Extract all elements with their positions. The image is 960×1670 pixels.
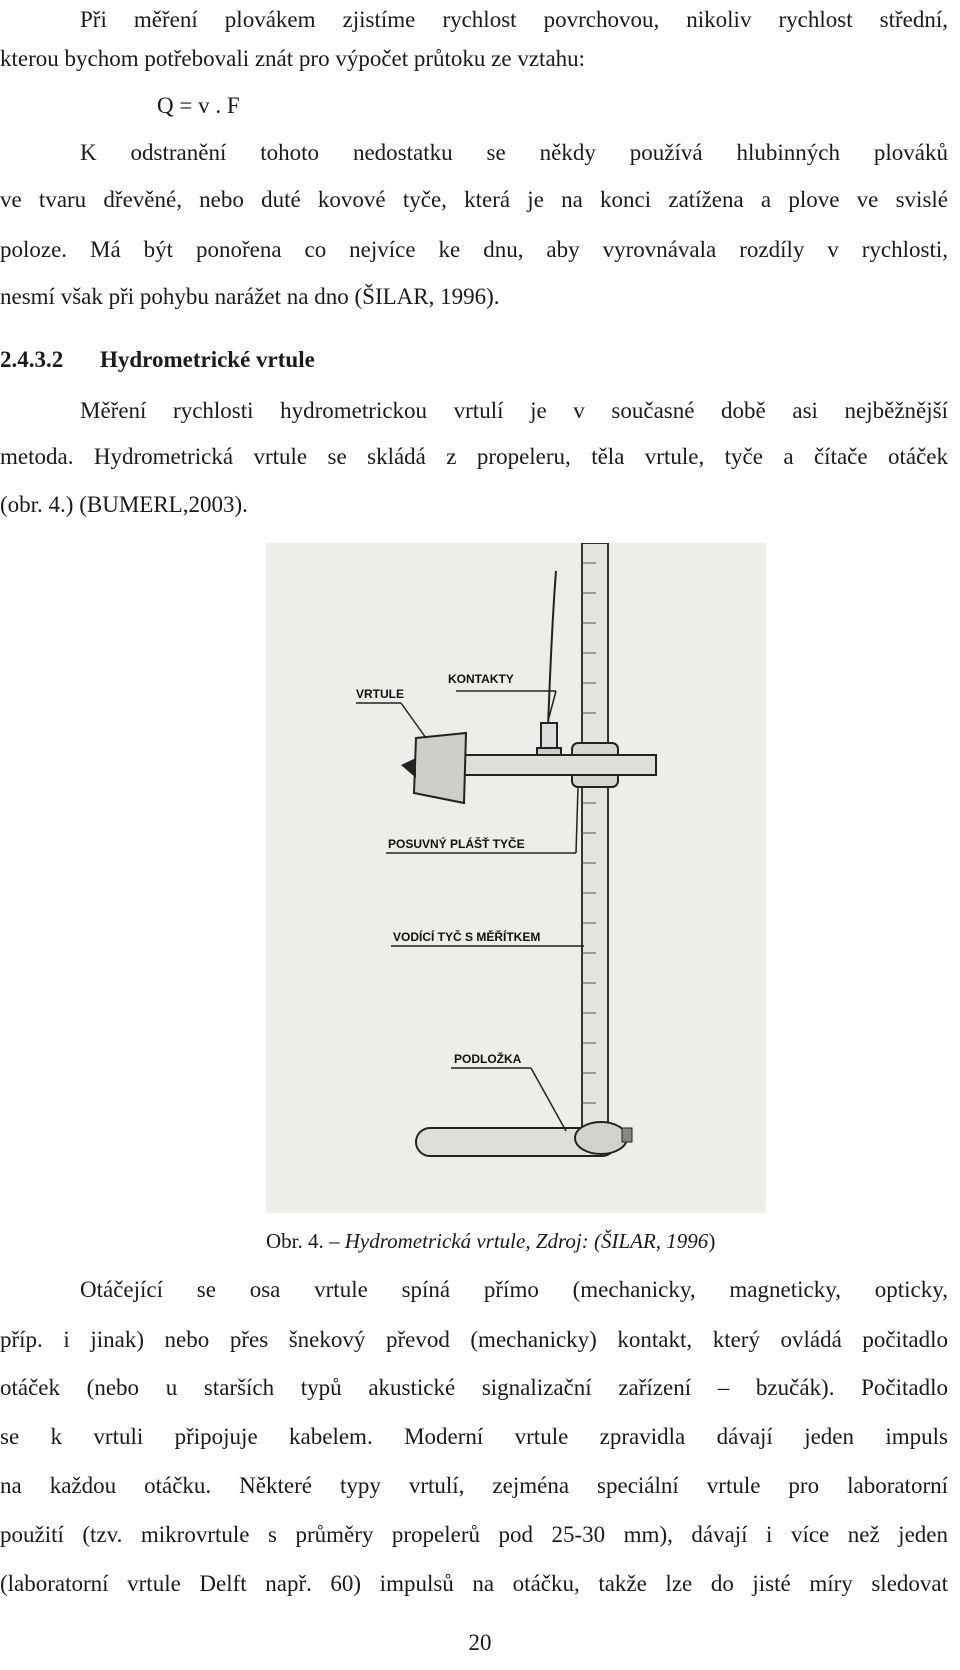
label-kontakty: KONTAKTY (448, 672, 514, 686)
section-heading (0, 345, 315, 375)
paragraph-line: K odstranění tohoto nedostatku se někdy používá hlubinných plováků (80, 140, 948, 165)
paragraph-line: na každou otáčku. Některé typy vrtulí, zejména speciální vrtule pro laboratorní (0, 1473, 948, 1498)
paragraph-line: Otáčející se osa vrtule spíná přímo (mechanicky, magneticky, opticky, (80, 1277, 948, 1302)
paragraph-line: (laboratorní vrtule Delft např. 60) impulsů na otáčku, takže lze do jisté míry sledovat (0, 1571, 948, 1596)
paragraph-line: nesmí však při pohybu narážet na dno (ŠILAR, 1996). (0, 284, 500, 309)
paragraph-line: kterou bychom potřebovali znát pro výpočet průtoku ze vztahu: (0, 46, 586, 71)
paragraph-line: příp. i jinak) nebo přes šnekový převod (mechanicky) kontakt, který ovládá počitadlo (0, 1327, 948, 1352)
paragraph-line: Při měření plovákem zjistíme rychlost povrchovou, nikoliv rychlost střední, (80, 7, 948, 32)
current-meter-figure (266, 543, 766, 1213)
label-posuvny-plast: POSUVNÝ PLÁŠŤ TYČE (388, 837, 525, 851)
paragraph-line: poloze. Má být ponořena co nejvíce ke dnu, aby vyrovnávala rozdíly v rychlosti, (0, 237, 948, 262)
paragraph-line: použití (tzv. mikrovrtule s průměry propelerů pod 25-30 mm), dávají i více než jeden (0, 1522, 948, 1547)
section-number: 2.4.3.2 (0, 347, 64, 372)
section-title: Hydrometrické vrtule (100, 347, 315, 372)
paragraph-line: (obr. 4.) (BUMERL,2003). (0, 492, 248, 517)
caption-suffix: ) (708, 1229, 716, 1253)
paragraph-line: Měření rychlosti hydrometrickou vrtulí je v současné době asi nejběžnější (80, 398, 948, 423)
caption-prefix: Obr. 4. (266, 1229, 324, 1253)
label-podlozka: PODLOŽKA (454, 1052, 522, 1066)
current-meter-illustration (266, 543, 766, 1213)
paragraph-line: ve tvaru dřevěné, nebo duté kovové tyče, která je na konci zatížena a plove ve svislé (0, 187, 948, 212)
page-number: 20 (468, 1630, 492, 1655)
paragraph-line: se k vrtuli připojuje kabelem. Moderní vrtule zpravidla dávají jeden impuls (0, 1424, 948, 1449)
formula: Q = v . F (157, 93, 240, 118)
label-vodici-tyc: VODÍCÍ TYČ S MĚŘÍTKEM (393, 930, 541, 944)
paragraph-line: metoda. Hydrometrická vrtule se skládá z propeleru, těla vrtule, tyče a čítače otáček (0, 444, 948, 469)
caption-text: – Hydrometrická vrtule, Zdroj: (ŠILAR, 1996 (329, 1229, 709, 1253)
paragraph-line: otáček (nebo u starších typů akustické signalizační zařízení – bzučák). Počitadlo (0, 1375, 948, 1400)
label-vrtule: VRTULE (356, 687, 404, 701)
figure-caption (266, 1228, 715, 1254)
